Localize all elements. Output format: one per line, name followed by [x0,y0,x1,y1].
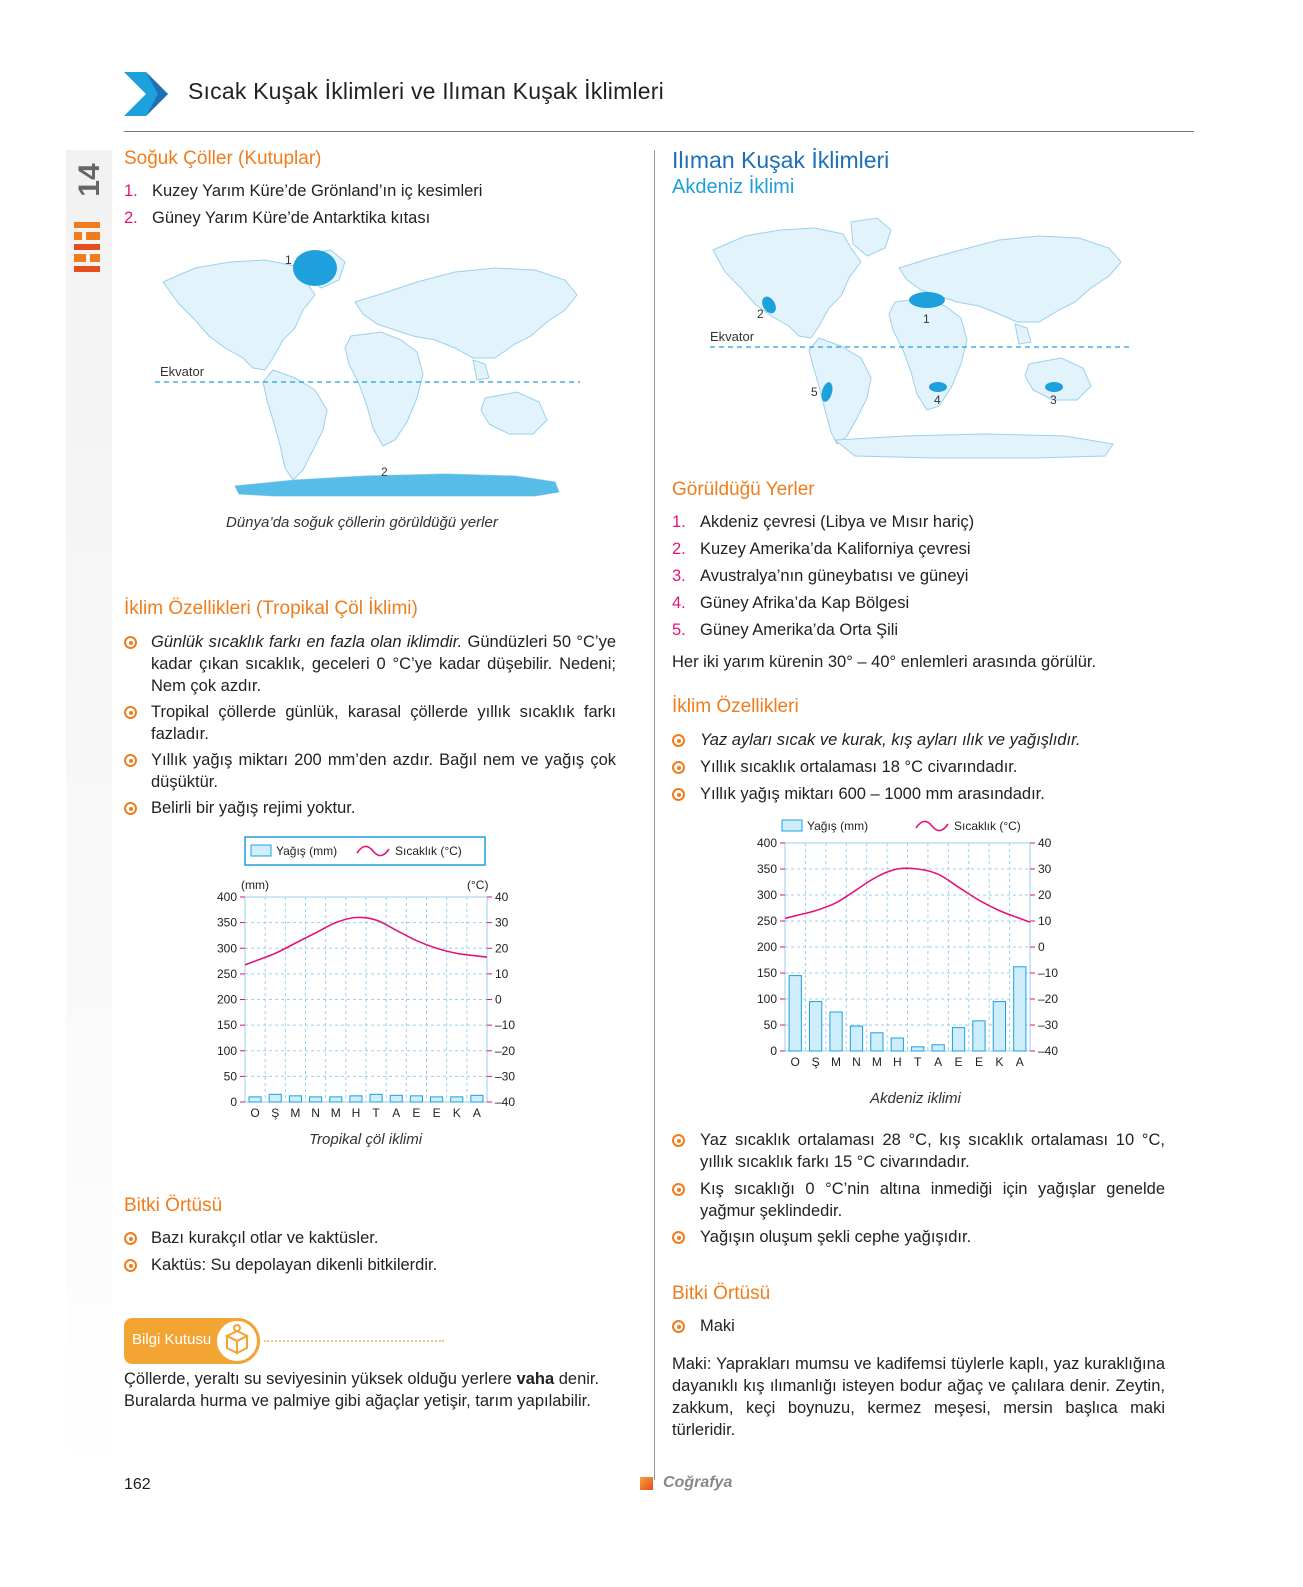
y-tick-label-right: –20 [495,1043,516,1058]
y-tick-label-left: 400 [216,890,237,904]
axis-unit-left: (mm) [241,878,269,892]
precip-bar [993,1002,1005,1051]
y-tick-label-right: 20 [1038,888,1052,902]
bitki-ortusu-title: Bitki Örtüsü [124,1195,223,1216]
map-caption: Dünya’da soğuk çöllerin görüldüğü yerler [226,514,498,531]
bullet-icon [124,1259,137,1272]
precip-bar [973,1021,985,1051]
x-tick-label: E [974,1055,983,1069]
list-item: 2. Kuzey Amerika’da Kaliforniya çevresi [672,540,971,558]
y-tick-label-left: 350 [216,915,237,930]
map-marker-label: 5 [811,385,818,399]
legend-label-precip: Yağış (mm) [807,819,869,833]
bullet-text: Yıllık sıcaklık ortalaması 18 °C civarındadır. [700,758,1018,776]
y-tick-label-right: –30 [495,1069,516,1084]
precip-bar [871,1033,883,1051]
y-tick-label-left: 150 [216,1018,237,1033]
x-tick-label: M [831,1055,842,1069]
iklim-ozellikleri-title: İklim Özellikleri (Tropikal Çöl İklimi) [124,598,418,619]
bullet-text: Günlük sıcaklık farkı en fazla olan iklimdir. Gündüzleri 50 °C’ye kadar çıkan sıcaklık, geceleri 0 °C’ye kadar düşebilir. Nedeni; Nem çok azdır. [151,633,616,695]
y-tick-label-left: 100 [216,1043,237,1058]
y-tick-label-right: –20 [1038,992,1059,1006]
x-tick-label: H [351,1106,361,1120]
y-tick-label-right: –30 [1038,1018,1059,1032]
y-tick-label-right: 40 [495,890,509,904]
map-marker-label: 1 [285,253,292,267]
bullet-icon [672,788,685,801]
y-tick-label-right: 0 [1038,940,1045,954]
x-tick-label: E [954,1055,963,1069]
y-tick-label-left: 300 [756,888,777,902]
bullet-text: Bazı kurakçıl otlar ve kaktüsler. [151,1229,379,1247]
bitki-ortusu-title: Bitki Örtüsü [672,1283,771,1304]
precip-bar [330,1097,342,1102]
page-number: 162 [124,1476,151,1493]
list-item: 5. Güney Amerika’da Orta Şili [672,621,899,639]
map-marker-label: 3 [1050,393,1057,407]
y-tick-label-right: 0 [495,992,502,1007]
y-tick-label-left: 200 [216,992,237,1007]
x-tick-label: N [311,1106,320,1120]
precip-bar [410,1096,422,1102]
brand-square-icon [640,1477,653,1490]
list-item: 1. Kuzey Yarım Küre’de Grönland’ın iç kesimleri [124,182,483,200]
y-tick-label-right: –10 [1038,966,1059,980]
precip-bar [370,1094,382,1102]
precip-bar [289,1096,301,1102]
y-tick-label-left: 200 [756,940,777,954]
legend-label-temp: Sıcaklık (°C) [954,819,1021,833]
y-tick-label-left: 300 [216,941,237,956]
x-tick-label: K [995,1055,1004,1069]
y-tick-label-right: –40 [495,1095,516,1109]
y-tick-label-left: 50 [223,1069,237,1084]
chart-caption: Akdeniz iklimi [870,1090,961,1107]
x-tick-label: H [892,1055,902,1069]
x-tick-label: Ş [811,1055,820,1069]
list-item: 4. Güney Afrika’da Kap Bölgesi [672,594,910,612]
list-item: 1. Akdeniz çevresi (Libya ve Mısır hariç) [672,513,975,531]
bullet-text: Yağışın oluşum şekli cephe yağışıdır. [700,1228,972,1246]
x-tick-label: M [290,1106,301,1120]
box-icon [214,1318,260,1364]
y-tick-label-right: 20 [495,941,509,956]
axis-unit-right: (°C) [467,878,489,892]
bullet-text: Belirli bir yağış rejimi yoktur. [151,799,356,817]
fasikul-number: 14 [73,163,106,197]
list-item: 3. Avustralya’nın güneybatısı ve güneyi [672,567,969,585]
x-tick-label: K [452,1106,461,1120]
dotted-divider [264,1340,444,1342]
precip-bar [850,1026,862,1051]
bullet-icon [124,754,137,767]
y-tick-label-left: 0 [230,1095,237,1109]
map-marker-label: 2 [381,465,388,479]
fasikul-logo-icon [72,220,102,276]
bilgi-kutusu-label: Bilgi Kutusu [132,1331,212,1348]
bullet-text: Yıllık yağış miktarı 200 mm’den azdır. Bağıl nem ve yağış çok düşüktür. [151,751,616,791]
bullet-text: Yaz ayları sıcak ve kurak, kış ayları ılık ve yağışlıdır. [700,731,1081,749]
legend-swatch-precip [782,820,802,831]
akdeniz-climate-chart [740,815,1080,1075]
gorulduğu-yerler-title: Görüldüğü Yerler [672,479,815,500]
precip-bar [1014,967,1026,1051]
latitude-note: Her iki yarım kürenin 30° – 40° enlemleri arasında görülür. [672,653,1097,671]
precip-bar [451,1097,463,1102]
precip-bar [471,1095,483,1102]
equator-label: Ekvator [160,364,205,379]
precip-bar [789,976,801,1051]
x-tick-label: A [934,1055,943,1069]
side-tab [66,150,112,1480]
bullet-text: Kış sıcaklığı 0 °C’nin altına inmediği için yağışlar genelde yağmur şeklindedir. [700,1180,1165,1220]
list-item: 2. Güney Yarım Küre’de Antarktika kıtası [124,209,431,227]
footer-brand: Coğrafya [663,1474,733,1491]
precip-bar [952,1028,964,1051]
x-tick-label: M [330,1106,341,1120]
column-divider [654,150,655,1480]
y-tick-label-left: 250 [756,914,777,928]
equator-label: Ekvator [710,329,755,344]
page-header [124,66,1194,132]
world-map-akdeniz [705,210,1135,465]
bullet-icon [672,1183,685,1196]
bullet-icon [124,706,137,719]
y-tick-label-right: –40 [1038,1044,1059,1058]
soguk-col-title: Soğuk Çöller (Kutuplar) [124,148,322,169]
bullet-text: Kaktüs: Su depolayan dikenli bitkilerdir. [151,1256,438,1274]
bullet-icon [672,1231,685,1244]
bullet-icon [672,1320,685,1333]
bullet-text: Yıllık yağış miktarı 600 – 1000 mm arasındadır. [700,785,1045,803]
y-tick-label-left: 100 [756,992,777,1006]
legend-swatch-precip [251,845,271,856]
bullet-text: Maki [700,1317,735,1335]
maki-description: Maki: Yaprakları mumsu ve kadifemsi tüylerle kaplı, yaz kuraklığına dayanıklı kış ılımanlığı isteyen bodur ağaç ve çalılara denir. Zeytin, zakkum, keçi boynuzu, kermez meşesi, mersin başlıca maki türleridir. [672,1355,1165,1439]
legend-swatch-temp [916,821,948,830]
x-tick-label: O [790,1055,800,1069]
precip-bar [912,1047,924,1051]
bullet-text: Tropikal çöllerde günlük, karasal çöllerde yıllık sıcaklık farkı fazladır. [151,703,616,743]
x-tick-label: T [372,1106,380,1120]
precip-bar [932,1045,944,1051]
precip-bar [310,1097,322,1102]
y-tick-label-right: 30 [495,915,509,930]
bilgi-text: Çöllerde, yeraltı su seviyesinin yüksek olduğu yerlere vaha denir. Buralarda hurma ve palmiye gibi ağaçlar yetişir, tarım yapılabilir. [124,1370,600,1410]
bullet-text: Yaz sıcaklık ortalaması 28 °C, kış sıcaklık ortalaması 10 °C, yıllık sıcaklık farkı 15 °C civarındadır. [700,1131,1165,1171]
x-tick-label: Ş [271,1106,280,1120]
y-tick-label-left: 350 [756,862,777,876]
y-tick-label-left: 150 [756,966,777,980]
y-tick-label-right: 40 [1038,836,1052,850]
y-tick-label-left: 400 [756,836,777,850]
chart-caption: Tropikal çöl iklimi [309,1131,423,1148]
y-tick-label-right: –10 [495,1018,516,1033]
legend-label-temp: Sıcaklık (°C) [395,844,462,858]
precip-bar [810,1002,822,1051]
bullet-icon [672,734,685,747]
y-tick-label-left: 50 [763,1018,777,1032]
bullet-icon [672,761,685,774]
bullet-icon [672,1134,685,1147]
world-map-cold-deserts [155,240,595,505]
x-tick-label: O [250,1106,260,1120]
bullet-icon [124,636,137,649]
precip-bar [891,1038,903,1051]
bilgi-kutusu-badge [124,1318,260,1364]
bullet-icon [124,802,137,815]
precip-bar [350,1096,362,1102]
map-marker-label: 1 [923,312,930,326]
precip-bar [269,1094,281,1102]
iklim-ozellikleri-title: İklim Özellikleri [672,696,799,717]
precip-bar [830,1012,842,1051]
precip-bar [431,1097,443,1102]
precip-bar [390,1095,402,1102]
legend-swatch-temp [357,846,389,855]
y-tick-label-right: 10 [1038,914,1052,928]
x-tick-label: A [1015,1055,1024,1069]
y-tick-label-right: 30 [1038,862,1052,876]
x-tick-label: A [392,1106,401,1120]
map-marker-label: 2 [757,307,764,321]
x-tick-label: M [871,1055,882,1069]
page-title: Sıcak Kuşak İklimleri ve Ilıman Kuşak İklimleri [188,78,664,104]
chevron-right-icon [124,72,168,116]
x-tick-label: E [432,1106,441,1120]
legend-label-precip: Yağış (mm) [276,844,338,858]
x-tick-label: A [472,1106,481,1120]
y-tick-label-left: 0 [770,1044,777,1058]
tropikal-climate-chart [205,835,516,1125]
akdeniz-title: Akdeniz İklimi [672,176,795,198]
precip-bar [249,1097,261,1102]
x-tick-label: T [914,1055,922,1069]
x-tick-label: E [412,1106,421,1120]
y-tick-label-right: 10 [495,966,509,981]
y-tick-label-left: 250 [216,966,237,981]
bullet-icon [124,1232,137,1245]
map-marker-label: 4 [934,393,941,407]
x-tick-label: N [852,1055,861,1069]
ilman-kusak-title: Ilıman Kuşak İklimleri [672,147,890,173]
